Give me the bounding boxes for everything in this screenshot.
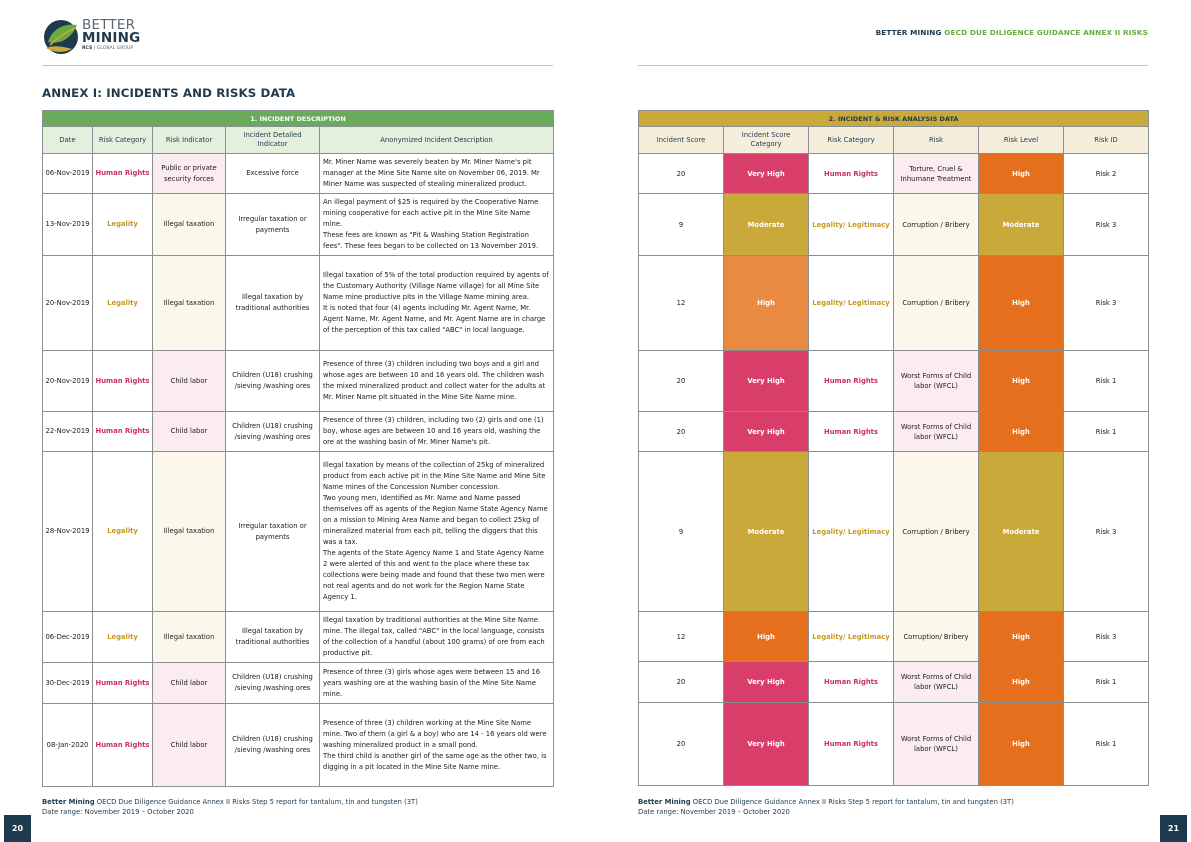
page-title: ANNEX I: INCIDENTS AND RISKS DATA bbox=[42, 86, 296, 100]
incident-score: 20 bbox=[639, 351, 724, 412]
risk-id: Risk 1 bbox=[1064, 351, 1149, 412]
risk-level: Moderate bbox=[979, 194, 1064, 256]
incident-detailed-indicator: Irregular taxation or payments bbox=[226, 452, 320, 612]
incident-score: 20 bbox=[639, 412, 724, 452]
risk-level: High bbox=[979, 256, 1064, 351]
incident-score-category: Moderate bbox=[724, 452, 809, 612]
section-header-analysis: 2. INCIDENT & RISK ANALYSIS DATA bbox=[639, 111, 1149, 127]
risk-indicator: Child labor bbox=[153, 663, 226, 704]
risk-category: Human Rights bbox=[93, 351, 153, 412]
incident-score-category: Very High bbox=[724, 662, 809, 703]
risk-indicator: Illegal taxation bbox=[153, 256, 226, 351]
page-number-left: 20 bbox=[4, 815, 31, 842]
table-row bbox=[639, 351, 1149, 412]
risk-level: High bbox=[979, 412, 1064, 452]
incident-detailed-indicator: Irregular taxation or payments bbox=[226, 194, 320, 256]
col-header-risk-category: Risk Category bbox=[809, 127, 894, 154]
risk-category: Legality bbox=[93, 452, 153, 612]
table-row bbox=[639, 612, 1149, 662]
col-header-score-category: Incident Score Category bbox=[724, 127, 809, 154]
risk-category: Human Rights bbox=[809, 412, 894, 452]
incident-date: 28-Nov-2019 bbox=[43, 452, 93, 612]
table-row bbox=[43, 351, 554, 412]
risk-analysis-table bbox=[638, 110, 1149, 786]
logo-text-better: BETTER bbox=[82, 17, 136, 33]
incident-description: Illegal taxation by traditional authorities at the Mine Site Name mine. The illegal tax, called "ABC" in the local language, consists of the collection of a handful (about 100 grams) of ore from each productive pit. bbox=[320, 612, 554, 663]
risk-id: Risk 3 bbox=[1064, 256, 1149, 351]
incident-date: 06-Nov-2019 bbox=[43, 154, 93, 194]
risk-id: Risk 1 bbox=[1064, 703, 1149, 786]
section-header-incident: 1. INCIDENT DESCRIPTION bbox=[43, 111, 554, 127]
risk-category: Human Rights bbox=[93, 154, 153, 194]
risk-category: Human Rights bbox=[809, 351, 894, 412]
risk-indicator: Child labor bbox=[153, 704, 226, 787]
risk-name: Worst Forms of Child labor (WFCL) bbox=[894, 351, 979, 412]
risk-category: Human Rights bbox=[809, 703, 894, 786]
risk-level: High bbox=[979, 662, 1064, 703]
incident-description: Illegal taxation by means of the collection of 25kg of mineralized product from each active pit in the Mine Site Name and Mine Site Name mines of the Concession Number concession. Two young men, identified as Mr. Name and Name passed themselves off as agents of the Region Name State Agency Name on a mission to Mining Area Name and began to collect 25kg of mineralized material from each pit, telling the diggers that this was a tax. The agents of the State Agency Name 1 and State Agency Name 2 were alerted of this and went to the place where these tax collections were being made and found that these two men were not real agents and do not work for the Region Name State Agency 1. bbox=[320, 452, 554, 612]
table-row bbox=[639, 662, 1149, 703]
risk-indicator: Child labor bbox=[153, 351, 226, 412]
incident-date: 13-Nov-2019 bbox=[43, 194, 93, 256]
incident-description: Illegal taxation of 5% of the total production required by agents of the Customary Authority (Village Name village) for all Mine Site Name mine productive pits in the Village Name mining area. It is noted that four (4) agents including Mr. Agent Name, Mr. Agent Name, Mr. Agent Name, and Mr. Agent Name are in charge of the perception of this tax called "ABC" in local language. bbox=[320, 256, 554, 351]
risk-indicator: Public or private security forces bbox=[153, 154, 226, 194]
risk-id: Risk 1 bbox=[1064, 662, 1149, 703]
incident-date: 08-Jan-2020 bbox=[43, 704, 93, 787]
risk-name: Torture, Cruel & Inhumane Treatment bbox=[894, 154, 979, 194]
col-header-description: Anonymized Incident Description bbox=[320, 127, 554, 154]
col-header-risk-category: Risk Category bbox=[93, 127, 153, 154]
col-header-date: Date bbox=[43, 127, 93, 154]
risk-id: Risk 3 bbox=[1064, 452, 1149, 612]
risk-id: Risk 3 bbox=[1064, 194, 1149, 256]
col-header-incident-score: Incident Score bbox=[639, 127, 724, 154]
risk-name: Worst Forms of Child labor (WFCL) bbox=[894, 703, 979, 786]
incident-score: 20 bbox=[639, 154, 724, 194]
incident-detailed-indicator: Children (U18) crushing /sieving /washing ores bbox=[226, 704, 320, 787]
incident-description: Presence of three (3) girls whose ages were between 15 and 16 years washing ore at the washing basin of the Mine Site Name mine. bbox=[320, 663, 554, 704]
risk-level: High bbox=[979, 351, 1064, 412]
risk-category: Human Rights bbox=[809, 154, 894, 194]
col-header-risk: Risk bbox=[894, 127, 979, 154]
right-divider bbox=[638, 65, 1148, 66]
table-row bbox=[43, 194, 554, 256]
col-header-risk-indicator: Risk Indicator bbox=[153, 127, 226, 154]
col-header-risk-level: Risk Level bbox=[979, 127, 1064, 154]
risk-category: Legality/ Legitimacy bbox=[809, 452, 894, 612]
risk-category: Legality/ Legitimacy bbox=[809, 612, 894, 662]
risk-category: Human Rights bbox=[93, 663, 153, 704]
table-row bbox=[639, 194, 1149, 256]
column-header-row bbox=[43, 127, 554, 154]
risk-indicator: Illegal taxation bbox=[153, 612, 226, 663]
risk-level: High bbox=[979, 612, 1064, 662]
risk-id: Risk 1 bbox=[1064, 412, 1149, 452]
incident-detailed-indicator: Children (U18) crushing /sieving /washing ores bbox=[226, 351, 320, 412]
table-row bbox=[639, 452, 1149, 612]
footer-right: Better Mining OECD Due Diligence Guidance Annex II Risks Step 5 report for tantalum, tin and tungsten (3T) Date range: November 2019 – October 2020 bbox=[638, 798, 1014, 816]
col-header-detailed-indicator: Incident Detailed Indicator bbox=[226, 127, 320, 154]
incident-score: 12 bbox=[639, 256, 724, 351]
table-row bbox=[639, 412, 1149, 452]
incident-description: An illegal payment of $25 is required by the Cooperative Name mining cooperative for each active pit in the Mine Site Name mine. These fees are known as "Pit & Washing Station Registration fees". These fees began to be collected on 13 November 2019. bbox=[320, 194, 554, 256]
col-header-risk-id: Risk ID bbox=[1064, 127, 1149, 154]
risk-name: Corruption/ Bribery bbox=[894, 612, 979, 662]
risk-id: Risk 2 bbox=[1064, 154, 1149, 194]
risk-category: Legality bbox=[93, 194, 153, 256]
incident-detailed-indicator: Children (U18) crushing /sieving /washing ores bbox=[226, 663, 320, 704]
risk-level: High bbox=[979, 703, 1064, 786]
incident-description: Presence of three (3) children including two boys and a girl and whose ages are between 10 and 16 years old. The children wash the mixed mineralized product and collect water for the adults at Mr. Miner Name pit situated in the Mine Site Name mine. bbox=[320, 351, 554, 412]
risk-indicator: Illegal taxation bbox=[153, 452, 226, 612]
incident-description: Mr. Miner Name was severely beaten by Mr. Miner Name's pit manager at the Mine Site Name site on November 06, 2019. Mr Miner Name was suspected of stealing mineralized product. bbox=[320, 154, 554, 194]
risk-indicator: Child labor bbox=[153, 412, 226, 452]
incident-score: 20 bbox=[639, 703, 724, 786]
incident-score: 12 bbox=[639, 612, 724, 662]
footer-left: Better Mining OECD Due Diligence Guidance Annex II Risks Step 5 report for tantalum, tin and tungsten (3T) Date range: November 2019 – October 2020 bbox=[42, 798, 418, 816]
column-header-row bbox=[639, 127, 1149, 154]
logo-leaf-icon bbox=[42, 15, 80, 59]
incident-detailed-indicator: Children (U18) crushing /sieving /washing ores bbox=[226, 412, 320, 452]
incident-score-category: Very High bbox=[724, 703, 809, 786]
table-row bbox=[43, 612, 554, 663]
incident-score: 9 bbox=[639, 452, 724, 612]
risk-category: Human Rights bbox=[809, 662, 894, 703]
table-row bbox=[43, 412, 554, 452]
logo-text-mining: MINING bbox=[82, 30, 141, 46]
table-row bbox=[639, 256, 1149, 351]
incident-date: 22-Nov-2019 bbox=[43, 412, 93, 452]
page-number-right: 21 bbox=[1160, 815, 1187, 842]
risk-level: Moderate bbox=[979, 452, 1064, 612]
table-row bbox=[43, 452, 554, 612]
logo-text-rcs: RCS | GLOBAL GROUP bbox=[82, 46, 134, 51]
table-row bbox=[639, 703, 1149, 786]
incident-date: 20-Nov-2019 bbox=[43, 351, 93, 412]
risk-name: Corruption / Bribery bbox=[894, 256, 979, 351]
risk-name: Corruption / Bribery bbox=[894, 452, 979, 612]
incident-score-category: High bbox=[724, 612, 809, 662]
incident-date: 06-Dec-2019 bbox=[43, 612, 93, 663]
risk-category: Legality/ Legitimacy bbox=[809, 256, 894, 351]
incident-description: Presence of three (3) children, including two (2) girls and one (1) boy, whose ages are between 10 and 16 years old, washing the ore at the washing basin of Mr. Miner Name's pit. bbox=[320, 412, 554, 452]
risk-category: Human Rights bbox=[93, 412, 153, 452]
risk-category: Human Rights bbox=[93, 704, 153, 787]
better-mining-logo bbox=[42, 15, 152, 59]
incident-score: 20 bbox=[639, 662, 724, 703]
risk-category: Legality bbox=[93, 256, 153, 351]
risk-indicator: Illegal taxation bbox=[153, 194, 226, 256]
table-row bbox=[43, 154, 554, 194]
risk-id: Risk 3 bbox=[1064, 612, 1149, 662]
incident-detailed-indicator: Illegal taxation by traditional authorities bbox=[226, 612, 320, 663]
risk-name: Corruption / Bribery bbox=[894, 194, 979, 256]
risk-category: Legality/ Legitimacy bbox=[809, 194, 894, 256]
table-row bbox=[639, 154, 1149, 194]
incident-description-table bbox=[42, 110, 554, 787]
risk-name: Worst Forms of Child labor (WFCL) bbox=[894, 412, 979, 452]
incident-detailed-indicator: Excessive force bbox=[226, 154, 320, 194]
incident-score-category: Very High bbox=[724, 351, 809, 412]
table-row bbox=[43, 256, 554, 351]
incident-score: 9 bbox=[639, 194, 724, 256]
incident-score-category: Moderate bbox=[724, 194, 809, 256]
table-row bbox=[43, 663, 554, 704]
risk-name: Worst Forms of Child labor (WFCL) bbox=[894, 662, 979, 703]
risk-level: High bbox=[979, 154, 1064, 194]
incident-score-category: Very High bbox=[724, 154, 809, 194]
incident-description: Presence of three (3) children working at the Mine Site Name mine. Two of them (a girl & a boy) who are 14 - 16 years old were washing mineralized product in a small pond. The third child is another girl of the same age as the other two, is digging in a pit located in the Mine Site Name mine. bbox=[320, 704, 554, 787]
incident-date: 30-Dec-2019 bbox=[43, 663, 93, 704]
running-header: BETTER MINING OECD DUE DILIGENCE GUIDANCE ANNEX II RISKS bbox=[875, 28, 1148, 37]
left-divider bbox=[42, 65, 553, 66]
incident-date: 20-Nov-2019 bbox=[43, 256, 93, 351]
table-row bbox=[43, 704, 554, 787]
incident-score-category: Very High bbox=[724, 412, 809, 452]
risk-category: Legality bbox=[93, 612, 153, 663]
incident-detailed-indicator: Illegal taxation by traditional authorities bbox=[226, 256, 320, 351]
incident-score-category: High bbox=[724, 256, 809, 351]
